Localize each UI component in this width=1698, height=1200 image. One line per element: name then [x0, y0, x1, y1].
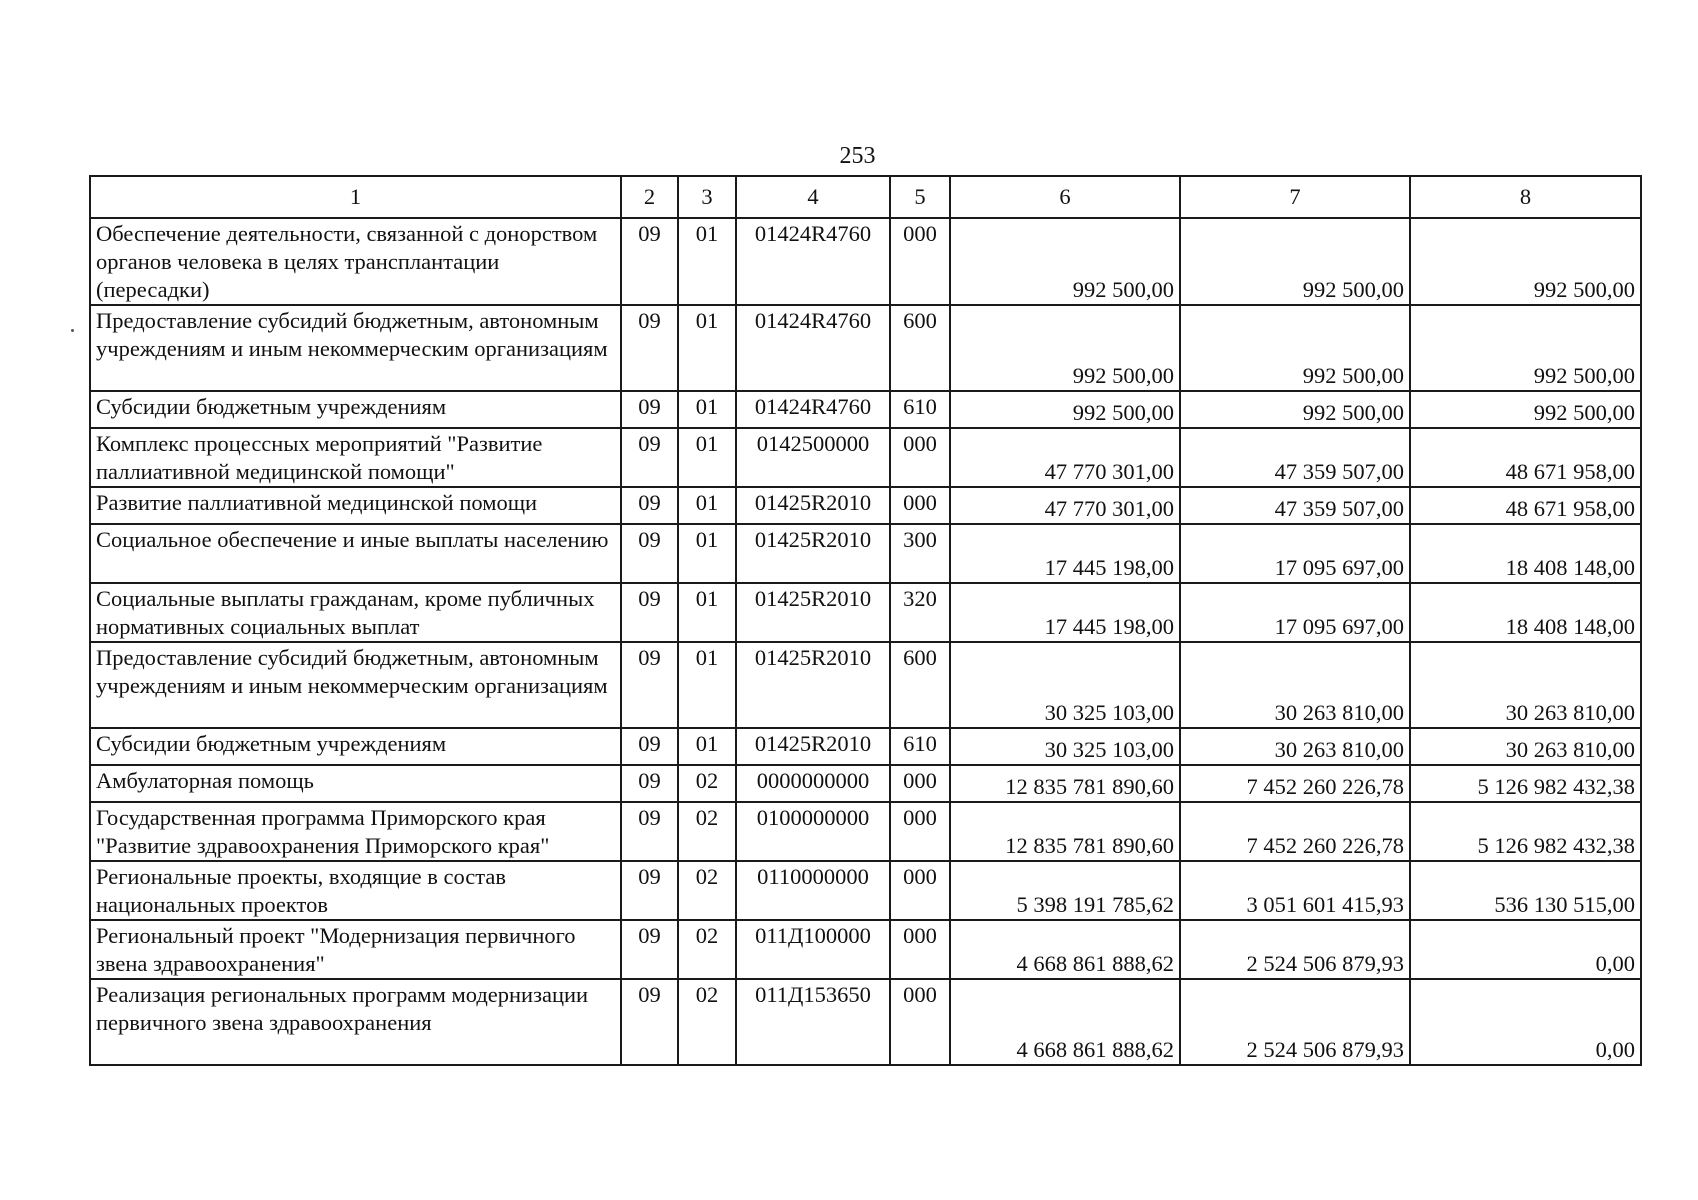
header-cell: 3	[678, 176, 736, 218]
row-name: Региональные проекты, входящие в состав национальных проектов	[90, 861, 621, 920]
target-article-code: 01425R2010	[736, 642, 890, 728]
expense-type-code: 000	[890, 920, 950, 979]
scan-speck	[71, 329, 74, 332]
amount-col-7: 47 359 507,00	[1180, 487, 1410, 524]
header-cell: 1	[90, 176, 621, 218]
amount-col-8: 48 671 958,00	[1410, 487, 1641, 524]
section-code: 09	[621, 920, 678, 979]
target-article-code: 0000000000	[736, 765, 890, 802]
subsection-code: 01	[678, 642, 736, 728]
target-article-code: 011Д153650	[736, 979, 890, 1065]
row-name: Государственная программа Приморского края "Развитие здравоохранения Приморского края"	[90, 802, 621, 861]
table-row	[90, 305, 1641, 391]
page-number: 253	[839, 143, 876, 169]
expense-type-code: 600	[890, 305, 950, 391]
section-code: 09	[621, 487, 678, 524]
expense-type-code: 610	[890, 391, 950, 428]
subsection-code: 02	[678, 979, 736, 1065]
section-code: 09	[621, 524, 678, 583]
header-cell: 5	[890, 176, 950, 218]
table-header-row	[90, 176, 1641, 218]
target-article-code: 0142500000	[736, 428, 890, 487]
amount-col-8: 5 126 982 432,38	[1410, 765, 1641, 802]
subsection-code: 01	[678, 218, 736, 305]
table-row	[90, 524, 1641, 583]
row-name: Обеспечение деятельности, связанной с донорством органов человека в целях трансплантации (пересадки)	[90, 218, 621, 305]
amount-col-8: 30 263 810,00	[1410, 728, 1641, 765]
section-code: 09	[621, 728, 678, 765]
amount-col-6: 47 770 301,00	[950, 428, 1180, 487]
header-cell: 2	[621, 176, 678, 218]
amount-col-8: 992 500,00	[1410, 218, 1641, 305]
table-row	[90, 728, 1641, 765]
section-code: 09	[621, 802, 678, 861]
section-code: 09	[621, 391, 678, 428]
section-code: 09	[621, 979, 678, 1065]
target-article-code: 01425R2010	[736, 728, 890, 765]
expense-type-code: 000	[890, 218, 950, 305]
amount-col-7: 7 452 260 226,78	[1180, 765, 1410, 802]
subsection-code: 01	[678, 391, 736, 428]
expense-type-code: 000	[890, 765, 950, 802]
table-row	[90, 583, 1641, 642]
subsection-code: 02	[678, 765, 736, 802]
row-name: Социальные выплаты гражданам, кроме публичных нормативных социальных выплат	[90, 583, 621, 642]
row-name: Амбулаторная помощь	[90, 765, 621, 802]
amount-col-6: 4 668 861 888,62	[950, 920, 1180, 979]
amount-col-6: 47 770 301,00	[950, 487, 1180, 524]
budget-table	[89, 175, 1642, 1066]
row-name: Развитие паллиативной медицинской помощи	[90, 487, 621, 524]
table-row	[90, 642, 1641, 728]
table-row	[90, 487, 1641, 524]
header-cell: 4	[736, 176, 890, 218]
amount-col-6: 5 398 191 785,62	[950, 861, 1180, 920]
amount-col-6: 30 325 103,00	[950, 642, 1180, 728]
target-article-code: 0100000000	[736, 802, 890, 861]
amount-col-8: 992 500,00	[1410, 391, 1641, 428]
amount-col-8: 536 130 515,00	[1410, 861, 1641, 920]
amount-col-7: 47 359 507,00	[1180, 428, 1410, 487]
subsection-code: 02	[678, 920, 736, 979]
target-article-code: 01424R4760	[736, 218, 890, 305]
amount-col-6: 12 835 781 890,60	[950, 765, 1180, 802]
row-name: Комплекс процессных мероприятий "Развитие паллиативной медицинской помощи"	[90, 428, 621, 487]
section-code: 09	[621, 305, 678, 391]
amount-col-7: 7 452 260 226,78	[1180, 802, 1410, 861]
row-name: Социальное обеспечение и иные выплаты населению	[90, 524, 621, 583]
amount-col-8: 0,00	[1410, 979, 1641, 1065]
table-row	[90, 920, 1641, 979]
amount-col-6: 992 500,00	[950, 305, 1180, 391]
subsection-code: 01	[678, 728, 736, 765]
row-name: Субсидии бюджетным учреждениям	[90, 728, 621, 765]
subsection-code: 01	[678, 524, 736, 583]
subsection-code: 01	[678, 428, 736, 487]
amount-col-8: 18 408 148,00	[1410, 583, 1641, 642]
table-row	[90, 979, 1641, 1065]
row-name: Предоставление субсидий бюджетным, автономным учреждениям и иным некоммерческим организациям	[90, 305, 621, 391]
amount-col-6: 12 835 781 890,60	[950, 802, 1180, 861]
section-code: 09	[621, 428, 678, 487]
amount-col-8: 30 263 810,00	[1410, 642, 1641, 728]
table-row	[90, 428, 1641, 487]
expense-type-code: 000	[890, 802, 950, 861]
amount-col-7: 992 500,00	[1180, 391, 1410, 428]
expense-type-code: 600	[890, 642, 950, 728]
table-row	[90, 765, 1641, 802]
subsection-code: 01	[678, 583, 736, 642]
section-code: 09	[621, 861, 678, 920]
expense-type-code: 300	[890, 524, 950, 583]
section-code: 09	[621, 583, 678, 642]
amount-col-7: 17 095 697,00	[1180, 583, 1410, 642]
row-name: Региональный проект "Модернизация первичного звена здравоохранения"	[90, 920, 621, 979]
amount-col-8: 5 126 982 432,38	[1410, 802, 1641, 861]
target-article-code: 011Д100000	[736, 920, 890, 979]
header-cell: 7	[1180, 176, 1410, 218]
target-article-code: 01425R2010	[736, 487, 890, 524]
table-row	[90, 391, 1641, 428]
subsection-code: 02	[678, 802, 736, 861]
target-article-code: 01425R2010	[736, 583, 890, 642]
amount-col-7: 17 095 697,00	[1180, 524, 1410, 583]
section-code: 09	[621, 765, 678, 802]
amount-col-7: 992 500,00	[1180, 305, 1410, 391]
subsection-code: 01	[678, 487, 736, 524]
amount-col-7: 2 524 506 879,93	[1180, 979, 1410, 1065]
target-article-code: 01424R4760	[736, 305, 890, 391]
amount-col-7: 992 500,00	[1180, 218, 1410, 305]
section-code: 09	[621, 218, 678, 305]
section-code: 09	[621, 642, 678, 728]
amount-col-7: 30 263 810,00	[1180, 642, 1410, 728]
amount-col-8: 0,00	[1410, 920, 1641, 979]
expense-type-code: 000	[890, 979, 950, 1065]
amount-col-7: 3 051 601 415,93	[1180, 861, 1410, 920]
amount-col-6: 17 445 198,00	[950, 583, 1180, 642]
expense-type-code: 000	[890, 487, 950, 524]
table-row	[90, 802, 1641, 861]
amount-col-6: 30 325 103,00	[950, 728, 1180, 765]
header-cell: 6	[950, 176, 1180, 218]
expense-type-code: 610	[890, 728, 950, 765]
target-article-code: 01424R4760	[736, 391, 890, 428]
row-name: Предоставление субсидий бюджетным, автономным учреждениям и иным некоммерческим организациям	[90, 642, 621, 728]
amount-col-8: 48 671 958,00	[1410, 428, 1641, 487]
subsection-code: 02	[678, 861, 736, 920]
amount-col-6: 4 668 861 888,62	[950, 979, 1180, 1065]
amount-col-6: 992 500,00	[950, 218, 1180, 305]
amount-col-7: 30 263 810,00	[1180, 728, 1410, 765]
subsection-code: 01	[678, 305, 736, 391]
table-row	[90, 218, 1641, 305]
amount-col-6: 17 445 198,00	[950, 524, 1180, 583]
amount-col-7: 2 524 506 879,93	[1180, 920, 1410, 979]
expense-type-code: 000	[890, 861, 950, 920]
header-cell: 8	[1410, 176, 1641, 218]
expense-type-code: 320	[890, 583, 950, 642]
row-name: Субсидии бюджетным учреждениям	[90, 391, 621, 428]
target-article-code: 01425R2010	[736, 524, 890, 583]
amount-col-6: 992 500,00	[950, 391, 1180, 428]
expense-type-code: 000	[890, 428, 950, 487]
target-article-code: 0110000000	[736, 861, 890, 920]
row-name: Реализация региональных программ модернизации первичного звена здравоохранения	[90, 979, 621, 1065]
table-row	[90, 861, 1641, 920]
amount-col-8: 18 408 148,00	[1410, 524, 1641, 583]
amount-col-8: 992 500,00	[1410, 305, 1641, 391]
